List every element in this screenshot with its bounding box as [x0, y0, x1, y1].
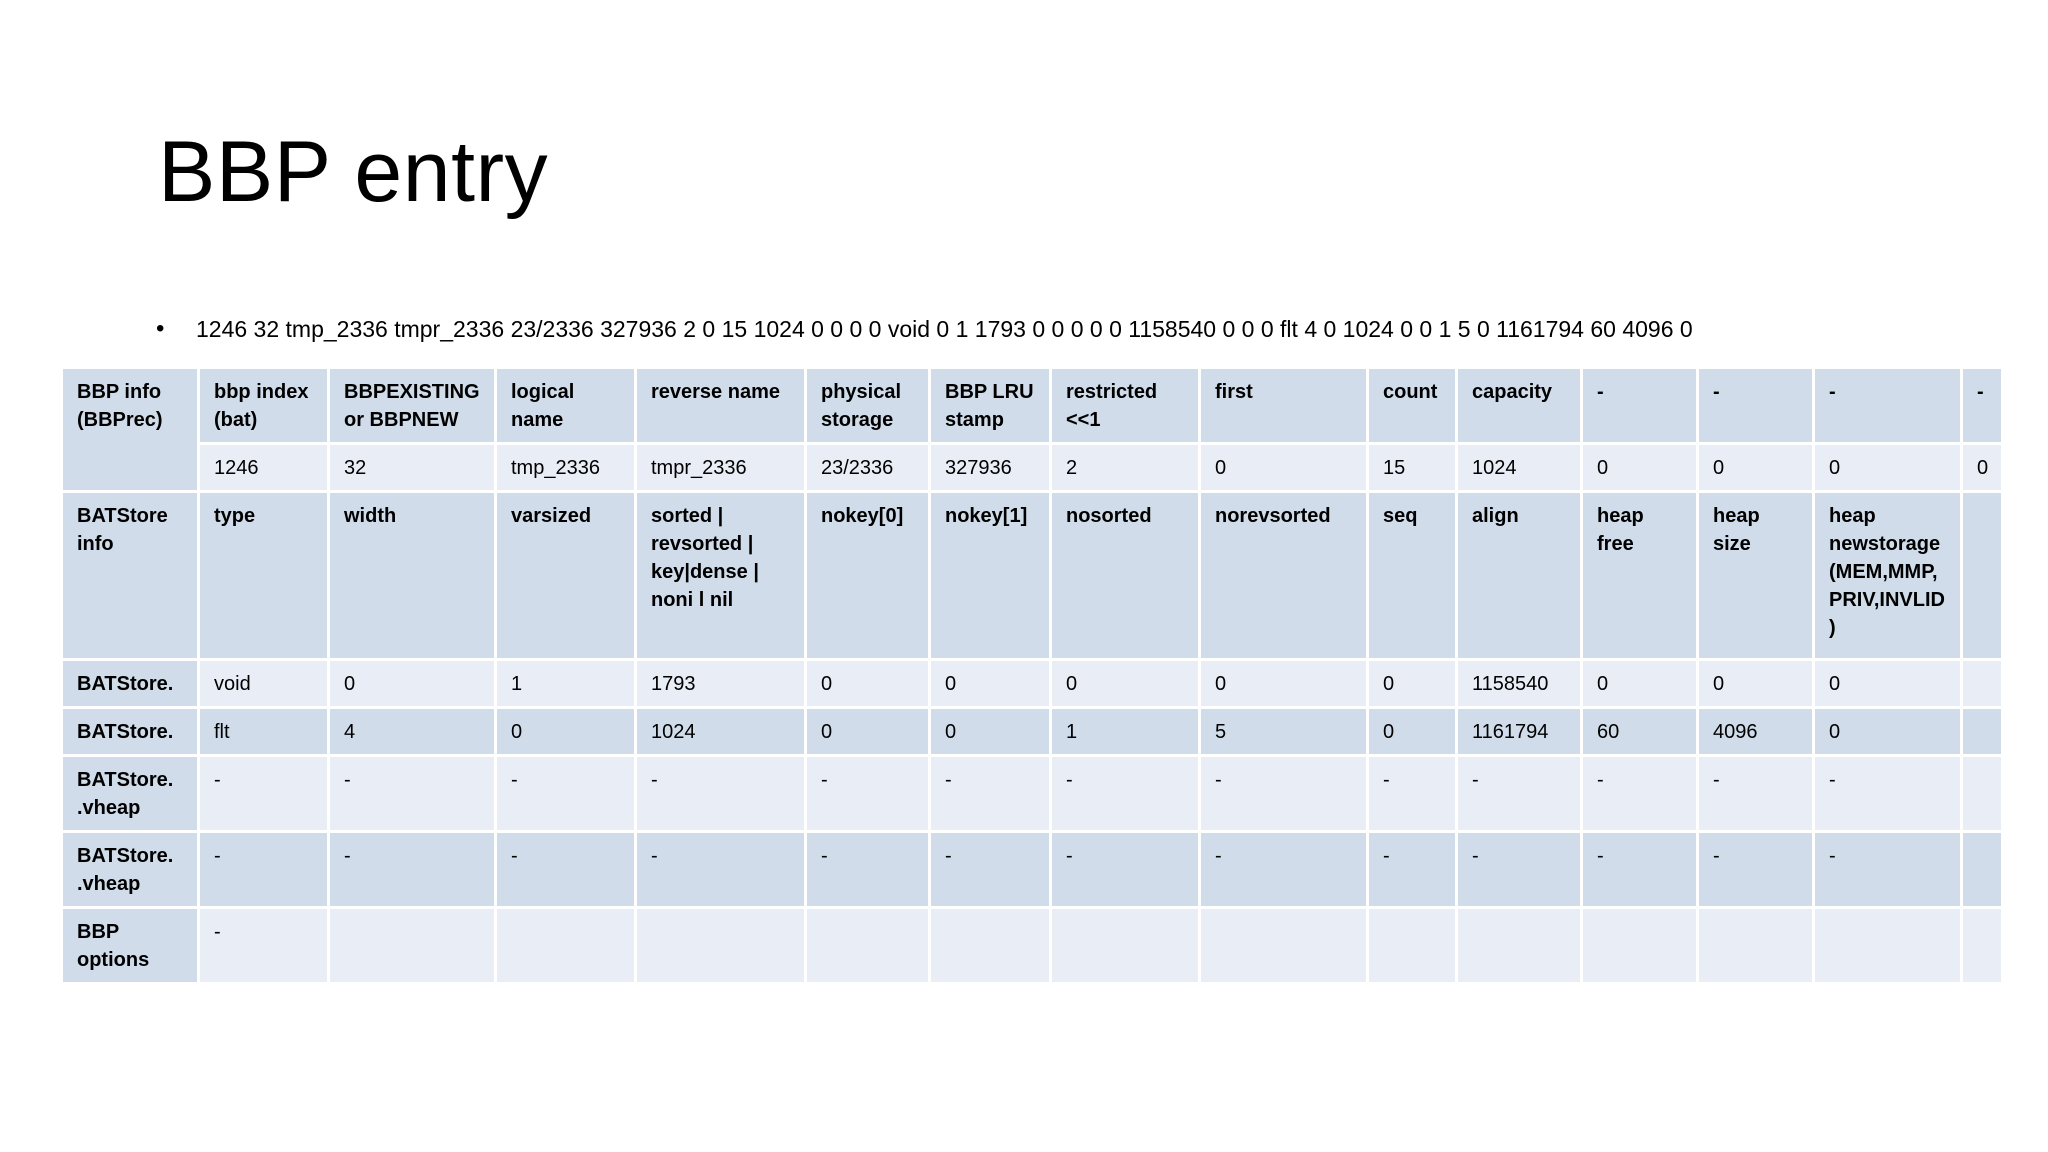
- header-cell: BBPEXISTING or BBPNEW: [329, 368, 496, 444]
- value-cell: -: [930, 756, 1051, 832]
- value-cell: -: [1051, 756, 1200, 832]
- header-cell: sorted | revsorted | key|dense | noni l nil: [636, 492, 806, 660]
- value-cell: [636, 908, 806, 984]
- value-cell: -: [199, 756, 329, 832]
- value-cell: 0: [1200, 660, 1368, 708]
- header-cell: BBP LRU stamp: [930, 368, 1051, 444]
- row-label: BATStore. .vheap: [62, 756, 199, 832]
- row-label: BATStore.: [62, 708, 199, 756]
- value-cell: [329, 908, 496, 984]
- table-row: [62, 756, 2003, 832]
- value-cell: 327936: [930, 444, 1051, 492]
- value-cell: 4: [329, 708, 496, 756]
- value-cell: 32: [329, 444, 496, 492]
- value-cell: -: [1368, 756, 1457, 832]
- value-cell: -: [329, 832, 496, 908]
- value-cell: -: [1051, 832, 1200, 908]
- value-cell: 0: [329, 660, 496, 708]
- value-cell: flt: [199, 708, 329, 756]
- value-cell: 5: [1200, 708, 1368, 756]
- bullet-dot-icon: •: [156, 315, 165, 342]
- value-cell: [496, 908, 636, 984]
- value-cell: [1962, 908, 2003, 984]
- value-cell: [1814, 908, 1962, 984]
- slide-title: BBP entry: [158, 124, 549, 220]
- table-row: [62, 708, 2003, 756]
- value-cell: 0: [1368, 708, 1457, 756]
- value-cell: 0: [1962, 444, 2003, 492]
- value-cell: -: [1698, 832, 1814, 908]
- table-row-batstore-headers: [62, 492, 2003, 660]
- header-cell: -: [1698, 368, 1814, 444]
- value-cell: tmp_2336: [496, 444, 636, 492]
- value-cell: 1: [496, 660, 636, 708]
- header-cell: -: [1582, 368, 1698, 444]
- value-cell: 0: [1051, 660, 1200, 708]
- value-cell: -: [806, 756, 930, 832]
- value-cell: 0: [1582, 444, 1698, 492]
- header-cell: bbp index (bat): [199, 368, 329, 444]
- value-cell: -: [1582, 832, 1698, 908]
- value-cell: [1962, 756, 2003, 832]
- value-cell: 23/2336: [806, 444, 930, 492]
- header-cell: heap newstorage (MEM,MMP,PRIV,INVLID): [1814, 492, 1962, 660]
- table-row-bbp-values: [62, 444, 2003, 492]
- header-cell: width: [329, 492, 496, 660]
- value-cell: 0: [930, 660, 1051, 708]
- value-cell: -: [329, 756, 496, 832]
- value-cell: 0: [496, 708, 636, 756]
- value-cell: -: [1457, 832, 1582, 908]
- header-cell: count: [1368, 368, 1457, 444]
- value-cell: 1024: [1457, 444, 1582, 492]
- value-cell: -: [1698, 756, 1814, 832]
- row-label: BATStore. .vheap: [62, 832, 199, 908]
- header-cell: heap free: [1582, 492, 1698, 660]
- value-cell: 0: [1368, 660, 1457, 708]
- value-cell: 0: [1582, 660, 1698, 708]
- value-cell: 0: [1698, 660, 1814, 708]
- value-cell: void: [199, 660, 329, 708]
- value-cell: 0: [1814, 444, 1962, 492]
- value-cell: -: [1814, 832, 1962, 908]
- value-cell: [1368, 908, 1457, 984]
- value-cell: 0: [930, 708, 1051, 756]
- value-cell: 1246: [199, 444, 329, 492]
- value-cell: -: [496, 832, 636, 908]
- table-row: [62, 660, 2003, 708]
- value-cell: tmpr_2336: [636, 444, 806, 492]
- value-cell: 4096: [1698, 708, 1814, 756]
- header-cell: -: [1814, 368, 1962, 444]
- value-cell: 0: [806, 660, 930, 708]
- value-cell: -: [496, 756, 636, 832]
- bullet-item: [156, 314, 1693, 344]
- value-cell: [1962, 708, 2003, 756]
- value-cell: [1962, 832, 2003, 908]
- bullet-text: 1246 32 tmp_2336 tmpr_2336 23/2336 327936 2 0 15 1024 0 0 0 0 void 0 1 1793 0 0 0 0 0 1158540 0 0 0 flt 4 0 1024 0 0 1 5 0 1161794 60 4096 0: [196, 316, 1693, 342]
- header-cell: heap size: [1698, 492, 1814, 660]
- header-cell: [1962, 492, 2003, 660]
- header-cell: nokey[0]: [806, 492, 930, 660]
- header-cell: type: [199, 492, 329, 660]
- value-cell: 60: [1582, 708, 1698, 756]
- value-cell: -: [1200, 832, 1368, 908]
- value-cell: -: [199, 908, 329, 984]
- value-cell: [806, 908, 930, 984]
- table-row: [62, 908, 2003, 984]
- header-cell: varsized: [496, 492, 636, 660]
- value-cell: 1793: [636, 660, 806, 708]
- header-cell: restricted <<1: [1051, 368, 1200, 444]
- bbp-entry-table: [60, 366, 2004, 985]
- header-cell: capacity: [1457, 368, 1582, 444]
- value-cell: [1582, 908, 1698, 984]
- value-cell: -: [636, 756, 806, 832]
- value-cell: [930, 908, 1051, 984]
- value-cell: 15: [1368, 444, 1457, 492]
- header-cell: nosorted: [1051, 492, 1200, 660]
- header-cell: physical storage: [806, 368, 930, 444]
- value-cell: 2: [1051, 444, 1200, 492]
- value-cell: -: [806, 832, 930, 908]
- value-cell: -: [1457, 756, 1582, 832]
- row-label-batstore-info: BATStore info: [62, 492, 199, 660]
- header-cell: align: [1457, 492, 1582, 660]
- value-cell: 0: [1814, 660, 1962, 708]
- value-cell: 1158540: [1457, 660, 1582, 708]
- value-cell: [1962, 660, 2003, 708]
- value-cell: -: [1582, 756, 1698, 832]
- value-cell: 0: [806, 708, 930, 756]
- value-cell: [1200, 908, 1368, 984]
- value-cell: [1457, 908, 1582, 984]
- value-cell: 1161794: [1457, 708, 1582, 756]
- value-cell: -: [199, 832, 329, 908]
- header-cell: logical name: [496, 368, 636, 444]
- header-cell: reverse name: [636, 368, 806, 444]
- header-cell: seq: [1368, 492, 1457, 660]
- header-cell: first: [1200, 368, 1368, 444]
- value-cell: -: [1814, 756, 1962, 832]
- table-row: [62, 832, 2003, 908]
- value-cell: 1: [1051, 708, 1200, 756]
- value-cell: -: [636, 832, 806, 908]
- value-cell: 0: [1814, 708, 1962, 756]
- value-cell: [1051, 908, 1200, 984]
- header-cell: -: [1962, 368, 2003, 444]
- row-label-bbp-info: BBP info (BBPrec): [62, 368, 199, 492]
- value-cell: 0: [1698, 444, 1814, 492]
- value-cell: -: [930, 832, 1051, 908]
- row-label: BBP options: [62, 908, 199, 984]
- value-cell: -: [1200, 756, 1368, 832]
- value-cell: 1024: [636, 708, 806, 756]
- value-cell: 0: [1200, 444, 1368, 492]
- header-cell: nokey[1]: [930, 492, 1051, 660]
- value-cell: [1698, 908, 1814, 984]
- value-cell: -: [1368, 832, 1457, 908]
- header-cell: norevsorted: [1200, 492, 1368, 660]
- row-label: BATStore.: [62, 660, 199, 708]
- table-row-bbp-headers: [62, 368, 2003, 444]
